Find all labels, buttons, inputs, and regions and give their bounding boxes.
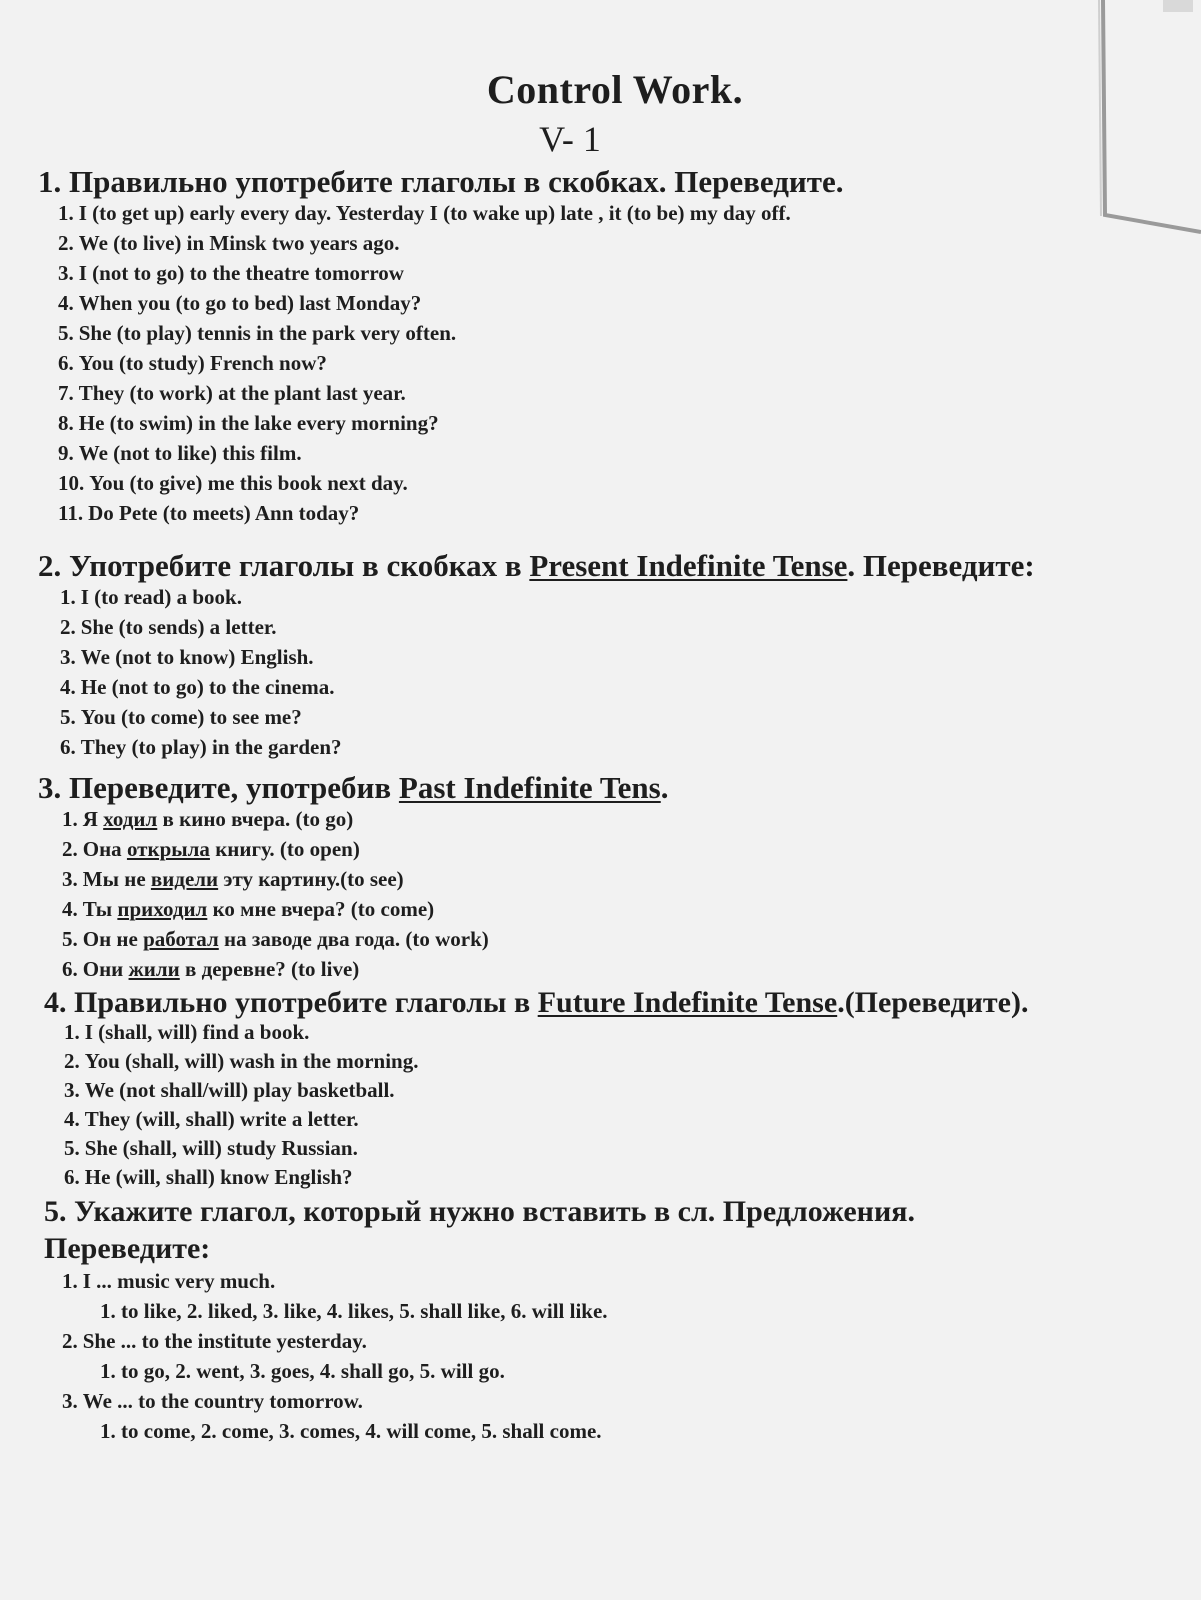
list-item: 4. They (will, shall) write a letter.: [64, 1107, 359, 1131]
section-5-heading: 5. Укажите глагол, который нужно вставить в сл. Предложения.: [44, 1195, 915, 1228]
section-5-list: [62, 1266, 608, 1446]
list-item: 5. She (shall, will) study Russian.: [64, 1136, 358, 1160]
list-item: 3. I (not to go) to the theatre tomorrow: [58, 261, 404, 285]
list-item: 4. Ты приходил ко мне вчера? (to come): [62, 897, 435, 921]
list-item: 1. I (to get up) early every day. Yesterday I (to wake up) late , it (to be) my day off.: [58, 201, 791, 225]
list-item: 10. You (to give) me this book next day.: [58, 471, 408, 495]
list-item: 6. Они жили в деревне? (to live): [62, 957, 360, 981]
list-item: 1. I (shall, will) find a book.: [64, 1020, 310, 1044]
list-item: 3. We ... to the country tomorrow.: [62, 1389, 363, 1413]
list-item: 2. She ... to the institute yesterday.: [62, 1329, 367, 1353]
section-1-heading: 1. Правильно употребите глаголы в скобках. Переведите.: [38, 164, 844, 199]
list-item: 3. Мы не видели эту картину.(to see): [62, 867, 404, 891]
list-item: 1. I ... music very much.: [62, 1269, 276, 1293]
list-item: 2. You (shall, will) wash in the morning.: [64, 1049, 419, 1073]
answer-options: 1. to go, 2. went, 3. goes, 4. shall go, 5. will go.: [100, 1359, 505, 1383]
list-item: 11. Do Pete (to meets) Ann today?: [58, 501, 360, 525]
list-item: 4. When you (to go to bed) last Monday?: [58, 291, 422, 315]
list-item: 5. She (to play) tennis in the park very often.: [58, 321, 457, 345]
list-item: 2. Она открыла книгу. (to open): [62, 837, 360, 861]
section-4-heading: 4. Правильно употребите глаголы в Future Indefinite Tense.(Переведите).: [44, 986, 1029, 1019]
answer-options: 1. to like, 2. liked, 3. like, 4. likes, 5. shall like, 6. will like.: [100, 1299, 608, 1323]
section-4-list: [64, 1018, 418, 1192]
list-item: 6. You (to study) French now?: [58, 351, 327, 375]
list-item: 8. He (to swim) in the lake every morning?: [58, 411, 439, 435]
list-item: 7. They (to work) at the plant last year.: [58, 381, 406, 405]
section-2-heading: 2. Употребите глаголы в скобках в Present Indefinite Tense. Переведите:: [38, 548, 1035, 583]
section-3-heading: 3. Переведите, употребив Past Indefinite Tens.: [38, 770, 669, 805]
document-title: Control Work.: [486, 67, 744, 112]
list-item: 4. He (not to go) to the cinema.: [60, 675, 335, 699]
list-item: 2. We (to live) in Minsk two years ago.: [58, 231, 400, 255]
section-5-heading-line-2: Переведите:: [44, 1232, 211, 1265]
tense-name: Past Indefinite Tens: [398, 770, 661, 805]
tense-name: Future Indefinite Tense: [537, 986, 838, 1019]
list-item: 6. They (to play) in the garden?: [60, 735, 342, 759]
list-item: 9. We (not to like) this film.: [58, 441, 302, 465]
list-item: 3. We (not shall/will) play basketball.: [64, 1078, 395, 1102]
list-item: 1. Я ходил в кино вчера. (to go): [62, 807, 354, 831]
tense-name: Present Indefinite Tense: [529, 548, 848, 583]
section-3-list: [62, 804, 489, 984]
variant-label: V- 1: [539, 119, 601, 159]
section-1-list: [58, 198, 791, 528]
section-2-list: [60, 582, 342, 762]
list-item: 5. Он не работал на заводе два года. (to work): [62, 927, 489, 951]
list-item: 6. He (will, shall) know English?: [64, 1165, 353, 1189]
list-item: 2. She (to sends) a letter.: [60, 615, 277, 639]
list-item: 5. You (to come) to see me?: [60, 705, 302, 729]
list-item: 1. I (to read) a book.: [60, 585, 242, 609]
list-item: 3. We (not to know) English.: [60, 645, 314, 669]
answer-options: 1. to come, 2. come, 3. comes, 4. will come, 5. shall come.: [100, 1419, 602, 1443]
